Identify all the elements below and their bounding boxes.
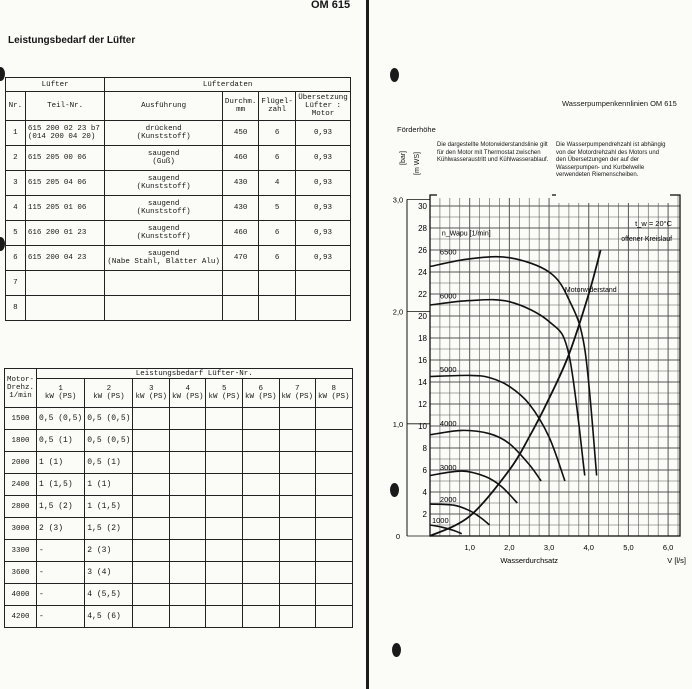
cell-rpm: 1800 <box>5 430 37 452</box>
cell-fan1: 1,5 (2) <box>37 496 85 518</box>
y-tick-label: 26 <box>418 246 427 255</box>
cell-uebers: 0,93 <box>295 246 350 271</box>
teil-main: 115 205 01 06 <box>27 204 87 212</box>
cell-fan4 <box>169 562 206 584</box>
power-table <box>4 368 353 628</box>
fan-number: 8 <box>331 385 337 393</box>
table-row <box>6 246 351 271</box>
x-tick-label: 3,0 <box>543 543 555 552</box>
ausf-type: drückend <box>145 125 182 133</box>
cell-rpm: 4200 <box>5 606 37 628</box>
cell-uebers: 0,93 <box>295 171 350 196</box>
fan-table <box>5 77 351 321</box>
cell-uebers: 0,93 <box>295 221 350 246</box>
x-tick-label: 6,0 <box>662 543 674 552</box>
curve-label-6000: 6000 <box>439 291 457 301</box>
table-row <box>5 518 353 540</box>
cell-rpm: 1500 <box>5 408 37 430</box>
col-fan-3 <box>133 379 170 408</box>
cell-ausf <box>105 271 223 296</box>
note-speed: Die Wasserpumpendrehzahl ist abhängig von der Motordrehzahl des Motors und den Übersetzungen der auf der Wasserpumpen- und Kurbelwelle verwendeten Riemenscheiben. <box>556 142 670 203</box>
cell-fan3 <box>133 562 170 584</box>
cell-fan3 <box>133 518 170 540</box>
cell-ausf <box>105 121 223 146</box>
group-luefter: Lüfter <box>6 78 105 92</box>
cell-fan3 <box>133 430 170 452</box>
cell-fan4 <box>169 518 206 540</box>
temp-label: t_w = 20°C <box>635 218 673 228</box>
cell-fan3 <box>133 452 170 474</box>
cell-fan6 <box>243 584 280 606</box>
cell-fan7 <box>279 474 316 496</box>
cell-nr: 3 <box>6 171 26 196</box>
cell-fan5 <box>206 562 243 584</box>
cell-fan5 <box>206 584 243 606</box>
unit-label: kW (PS) <box>281 393 314 401</box>
ausf-material: (Kunststoff) <box>136 133 191 141</box>
table-row <box>6 146 351 171</box>
cell-fan2: 1,5 (2) <box>85 518 133 540</box>
cell-fan3 <box>133 540 170 562</box>
cell-fan1: - <box>37 540 85 562</box>
unit-label: kW (PS) <box>135 393 167 401</box>
cell-fan4 <box>169 430 206 452</box>
cell-fan7 <box>279 408 316 430</box>
circuit-label: offener Kreislauf <box>621 236 673 244</box>
cell-fan6 <box>243 518 280 540</box>
table-row <box>6 221 351 246</box>
x-tick-label: 1,0 <box>464 543 475 552</box>
cell-rpm: 3000 <box>5 518 37 540</box>
cell-teil <box>25 221 105 246</box>
table-row <box>5 496 353 518</box>
fan-number: 2 <box>106 385 112 393</box>
col-fan-6 <box>243 379 280 408</box>
cell-fan5 <box>206 452 243 474</box>
cell-fan6 <box>243 606 280 628</box>
teil-main: 616 200 01 23 <box>27 229 87 237</box>
cell-uebers: 0,93 <box>295 196 350 221</box>
cell-ausf <box>105 196 223 221</box>
cell-fluegel <box>259 271 296 296</box>
col-fan-5 <box>206 379 243 408</box>
cell-durch: 430 <box>222 196 259 221</box>
rpm-label: n_Wapu [1/min] <box>441 230 491 238</box>
fan-number: 3 <box>148 385 154 393</box>
col-ausf: Ausführung <box>105 92 223 121</box>
x-axis-unit: V [l/s] <box>667 556 686 565</box>
ausf-type: saugend <box>147 175 180 183</box>
cell-nr: 7 <box>6 271 26 296</box>
cell-nr: 4 <box>6 196 26 221</box>
cell-fan1: 1 (1) <box>37 452 85 474</box>
unit-mws: [m WS] <box>414 152 421 175</box>
teil-main: 615 205 00 06 <box>27 154 87 162</box>
cell-nr: 5 <box>6 221 26 246</box>
col-fan-2 <box>85 379 133 408</box>
cell-teil <box>25 171 105 196</box>
y-tick-label: 12 <box>418 400 427 409</box>
cell-fan3 <box>133 584 170 606</box>
bar-tick-label: 0 <box>395 532 401 541</box>
cell-fan7 <box>279 584 316 606</box>
y-tick-label: 8 <box>422 444 427 453</box>
col-fan-4 <box>169 379 206 408</box>
curve-label-4000: 4000 <box>439 419 457 428</box>
ausf-type: saugend <box>147 150 180 158</box>
cell-fan7 <box>279 496 316 518</box>
unit-label: kW (PS) <box>93 393 125 401</box>
table-row <box>5 452 353 474</box>
bar-tick-label: 3,0 <box>392 195 404 205</box>
y-tick-label: 4 <box>422 488 427 497</box>
cell-ausf <box>105 296 223 321</box>
group-daten: Lüfterdaten <box>105 78 351 92</box>
y-tick-label: 22 <box>418 290 427 299</box>
cell-rpm: 2400 <box>5 474 37 496</box>
table-row <box>5 562 353 584</box>
cell-fan1: 0,5 (1) <box>37 430 85 452</box>
cell-fan2: 0,5 (0,5) <box>85 408 133 430</box>
fan-number: 6 <box>258 385 264 393</box>
series-6000 <box>430 300 585 476</box>
cell-fan2: 1 (1) <box>85 474 133 496</box>
cell-fan2: 4 (5,5) <box>85 584 133 606</box>
cell-fan4 <box>169 584 206 606</box>
curve-label-3000: 3000 <box>439 463 457 472</box>
table-row <box>5 606 353 628</box>
doc-code: OM 615 <box>311 0 351 11</box>
x-tick-label: 4,0 <box>583 543 594 552</box>
cell-fan8 <box>316 584 353 606</box>
col-durch: Durchm. mm <box>222 92 259 121</box>
cell-fan4 <box>169 540 206 562</box>
cell-teil <box>25 271 105 296</box>
cell-fan1: 0,5 (0,5) <box>37 408 85 430</box>
unit-label: kW (PS) <box>171 393 204 401</box>
table-row <box>5 540 353 562</box>
cell-durch: 460 <box>222 221 259 246</box>
y-tick-label: 10 <box>418 422 427 431</box>
table-row <box>6 296 351 321</box>
y-tick-label: 20 <box>418 312 427 321</box>
cell-fan8 <box>316 562 353 584</box>
ausf-material: (Guß) <box>152 158 175 166</box>
cell-fan5 <box>206 518 243 540</box>
y-tick-label: 30 <box>418 202 427 211</box>
cell-fan6 <box>243 496 280 518</box>
y-tick-label: 18 <box>418 334 427 343</box>
cell-rpm: 3600 <box>5 562 37 584</box>
note-resistance: Die dargestellte Motorwiderstandslinie gilt für den Motor mit Thermostat zwischen Kühlwasseraustritt und Kühlwasserablauf. <box>437 142 552 198</box>
cell-ausf <box>105 171 223 196</box>
resistance-label: Motorwiderstand <box>564 286 617 294</box>
cell-uebers <box>295 271 350 296</box>
cell-fan5 <box>206 430 243 452</box>
cell-fan2: 4,5 (6) <box>85 606 133 628</box>
ausf-type: saugend <box>147 225 180 233</box>
cell-fan7 <box>279 430 316 452</box>
col-teil: Teil-Nr. <box>25 92 105 121</box>
cell-nr: 8 <box>6 296 26 321</box>
cell-fan6 <box>243 452 280 474</box>
cell-teil <box>25 146 105 171</box>
y-tick-label: 24 <box>418 268 427 277</box>
cell-fan4 <box>169 408 206 430</box>
cell-fan5 <box>206 606 243 628</box>
cell-durch: 460 <box>222 146 259 171</box>
cell-fluegel: 6 <box>259 121 296 146</box>
x-tick-label: 5,0 <box>623 543 634 552</box>
table-row <box>5 408 353 430</box>
cell-fan1: 2 (3) <box>37 518 85 540</box>
cell-uebers <box>295 296 350 321</box>
page-divider <box>366 0 369 689</box>
group-leistung: Leistungsbedarf Lüfter-Nr. <box>37 369 353 379</box>
cell-ausf <box>105 146 223 171</box>
cell-fan2: 0,5 (1) <box>85 452 133 474</box>
table-row <box>6 171 351 196</box>
cell-nr: 6 <box>6 246 26 271</box>
cell-fan7 <box>279 562 316 584</box>
x-tick-label: 2,0 <box>504 543 515 552</box>
table-row <box>5 474 353 496</box>
cell-rpm: 2000 <box>5 452 37 474</box>
cell-fan8 <box>316 474 353 496</box>
col-fluegel: Flügel-zahl <box>259 92 296 121</box>
table-row <box>5 430 353 452</box>
teil-main: 615 200 02 23 b7 <box>27 125 100 133</box>
col-uebers: Übersetzung Lüfter : Motor <box>295 92 350 121</box>
cell-fan3 <box>133 408 170 430</box>
cell-ausf <box>105 221 223 246</box>
cell-rpm: 3300 <box>5 540 37 562</box>
x-axis-label: Wasserdurchsatz <box>500 556 559 565</box>
unit-label: kW (PS) <box>44 393 77 401</box>
cell-fan2: 3 (4) <box>85 562 133 584</box>
cell-fan3 <box>133 606 170 628</box>
cell-fan6 <box>243 562 280 584</box>
ausf-material: (Kunststoff) <box>136 208 191 216</box>
fan-number: 5 <box>221 385 227 393</box>
col-motor: Motor-Drehz. 1/min <box>5 369 37 408</box>
cell-fan1: 1 (1,5) <box>37 474 85 496</box>
cell-fan6 <box>243 408 280 430</box>
cell-fan8 <box>316 452 353 474</box>
col-fan-8 <box>316 379 353 408</box>
cell-fan3 <box>133 496 170 518</box>
curve-label-1000: 1000 <box>431 515 449 525</box>
right-page <box>370 0 692 689</box>
cell-fan8 <box>316 540 353 562</box>
cell-fan5 <box>206 540 243 562</box>
cell-rpm: 2800 <box>5 496 37 518</box>
teil-main: 615 205 04 06 <box>27 179 87 187</box>
cell-nr: 1 <box>6 121 26 146</box>
cell-fan6 <box>243 540 280 562</box>
plot-frame <box>430 195 680 536</box>
cell-fan5 <box>206 474 243 496</box>
fan-number: 1 <box>58 385 63 393</box>
fan-number: 7 <box>295 385 300 393</box>
ausf-type: saugend <box>147 250 180 258</box>
cell-fan3 <box>133 474 170 496</box>
cell-fan2: 0,5 (0,5) <box>85 430 133 452</box>
cell-fluegel: 6 <box>259 246 296 271</box>
cell-fan4 <box>169 474 206 496</box>
cell-uebers: 0,93 <box>295 121 350 146</box>
table-row <box>5 584 353 606</box>
teil-main: 615 200 04 23 <box>27 254 87 262</box>
cell-teil <box>25 246 105 271</box>
cell-durch: 430 <box>222 171 259 196</box>
cell-fan4 <box>169 496 206 518</box>
cell-fan1: - <box>37 562 85 584</box>
unit-label: kW (PS) <box>208 393 240 401</box>
cell-fan5 <box>206 496 243 518</box>
table-row <box>6 196 351 221</box>
col-fan-1 <box>37 379 85 408</box>
cell-durch <box>222 271 259 296</box>
cell-ausf <box>105 246 223 271</box>
cell-fan7 <box>279 452 316 474</box>
y-axis-label: Förderhöhe <box>397 125 436 134</box>
cell-durch: 450 <box>222 121 259 146</box>
cell-durch <box>222 296 259 321</box>
col-fan-7 <box>279 379 316 408</box>
cell-fan2: 1 (1,5) <box>85 496 133 518</box>
fan-number: 4 <box>185 385 190 393</box>
cell-fan8 <box>316 606 353 628</box>
y-tick-label: 28 <box>418 224 427 233</box>
cell-fan7 <box>279 606 316 628</box>
col-nr: Nr. <box>6 92 26 121</box>
y-tick-label: 2 <box>422 510 427 519</box>
cell-fluegel: 4 <box>259 171 296 196</box>
cell-fan7 <box>279 540 316 562</box>
cell-fluegel: 5 <box>259 196 296 221</box>
page-title: Leistungsbedarf der Lüfter <box>8 35 136 46</box>
y-tick-label: 16 <box>418 356 427 365</box>
cell-fluegel <box>259 296 296 321</box>
curve-label-6500: 6500 <box>439 247 457 257</box>
table-row <box>6 121 351 146</box>
cell-fluegel: 6 <box>259 221 296 246</box>
cell-fluegel: 6 <box>259 146 296 171</box>
cell-teil <box>25 121 105 146</box>
cell-nr: 2 <box>6 146 26 171</box>
teil-alt: (014 200 04 20) <box>27 133 96 141</box>
chart-title: Wasserpumpenkennlinien OM 615 <box>562 99 677 108</box>
ausf-material: (Kunststoff) <box>136 233 191 241</box>
unit-label: kW (PS) <box>318 393 350 401</box>
cell-rpm: 4000 <box>5 584 37 606</box>
cell-fan6 <box>243 430 280 452</box>
ausf-material: (Nabe Stahl, Blätter Alu) <box>107 258 220 266</box>
curve-label-2000: 2000 <box>439 494 457 504</box>
cell-fan8 <box>316 408 353 430</box>
y-tick-label: 14 <box>418 378 427 387</box>
unit-bar: [bar] <box>400 150 407 165</box>
cell-fan8 <box>316 518 353 540</box>
pump-chart <box>370 0 692 689</box>
cell-fan8 <box>316 430 353 452</box>
cell-teil <box>25 196 105 221</box>
bar-tick-label: 2,0 <box>392 307 404 317</box>
y-tick-label: 6 <box>422 466 427 475</box>
cell-durch: 470 <box>222 246 259 271</box>
cell-fan7 <box>279 518 316 540</box>
cell-uebers: 0,93 <box>295 146 350 171</box>
curve-label-5000: 5000 <box>439 365 457 375</box>
cell-fan4 <box>169 452 206 474</box>
unit-label: kW (PS) <box>245 393 277 401</box>
cell-fan1: - <box>37 606 85 628</box>
cell-fan4 <box>169 606 206 628</box>
ausf-type: saugend <box>147 200 180 208</box>
ausf-material: (Kunststoff) <box>136 183 191 191</box>
cell-fan1: - <box>37 584 85 606</box>
cell-fan2: 2 (3) <box>85 540 133 562</box>
cell-fan8 <box>316 496 353 518</box>
cell-fan6 <box>243 474 280 496</box>
cell-fan5 <box>206 408 243 430</box>
cell-teil <box>25 296 105 321</box>
table-row <box>6 271 351 296</box>
bar-tick-label: 1,0 <box>392 419 404 429</box>
